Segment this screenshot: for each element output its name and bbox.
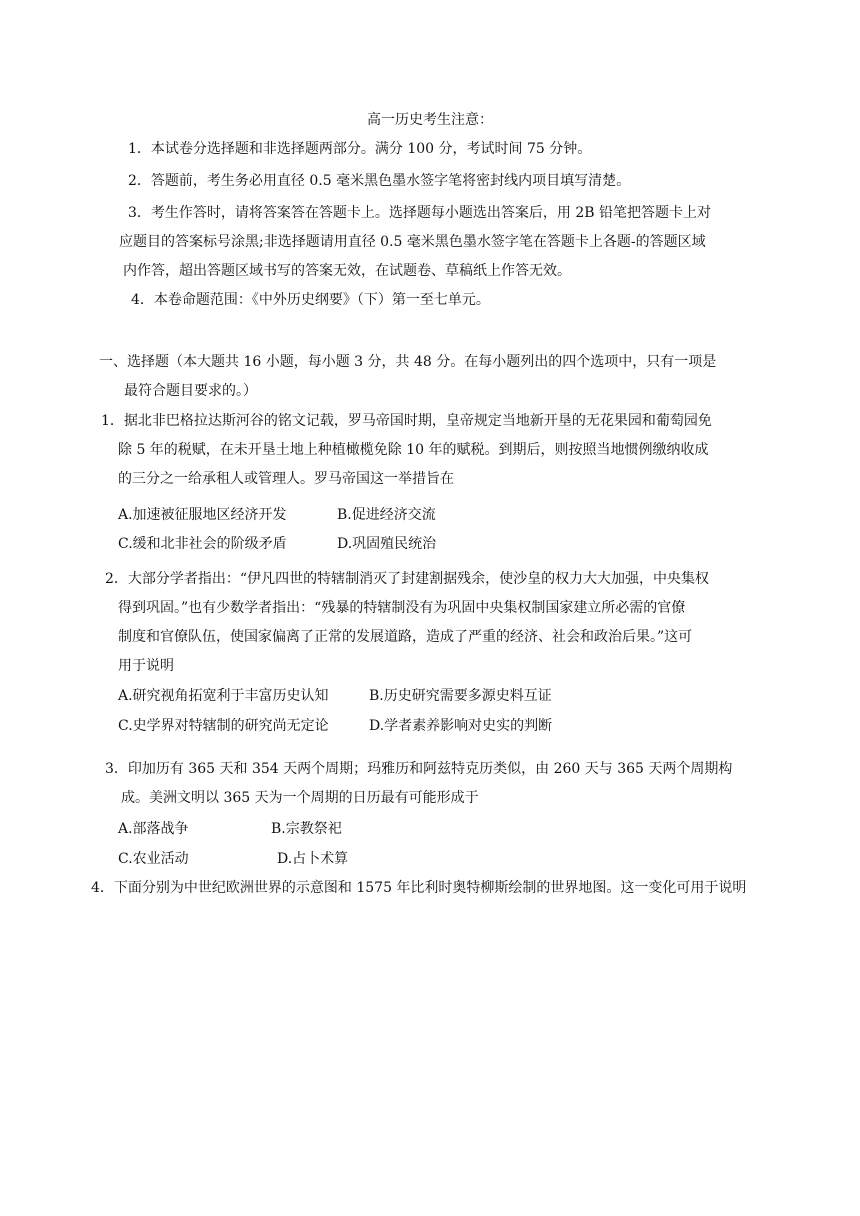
q3-option-d: D.占卜术算 <box>277 851 349 867</box>
q1-option-a: A.加速被征服地区经济开发 <box>118 507 287 523</box>
q4-line-1: 4．下面分别为中世纪欧洲世界的示意图和 1575 年比利时奥特柳斯绘制的世界地图。这一变化可用于说明 <box>91 880 747 896</box>
q3-option-c: C.农业活动 <box>118 851 189 867</box>
q2-line-4: 用于说明 <box>118 658 174 674</box>
notice-2: 2．答题前，考生务必用直径 0.5 毫米黑色墨水签字笔将密封线内项目填写清楚。 <box>128 173 631 189</box>
notice-1: 1．本试卷分选择题和非选择题两部分。满分 100 分，考试时间 75 分钟。 <box>128 141 592 157</box>
q3-option-a: A.部落战争 <box>118 821 189 837</box>
q2-option-c: C.史学界对特辖制的研究尚无定论 <box>118 718 329 734</box>
section-heading-line-2: 最符合题目要求的。） <box>124 383 257 399</box>
notice-4: 4．本卷命题范围：《中外历史纲要》（下）第一至七单元。 <box>131 292 490 308</box>
q2-line-2: 得到巩固。”也有少数学者指出：“残暴的特辖制没有为巩固中央集权制国家建立所必需的官僚 <box>118 600 686 616</box>
q1-line-3: 的三分之一给承租人或管理人。罗马帝国这一举措旨在 <box>118 471 454 487</box>
q2-option-d: D.学者素养影响对史实的判断 <box>369 718 553 734</box>
q2-line-3: 制度和官僚队伍，使国家偏离了正常的发展道路，造成了严重的经济、社会和政治后果。”这可 <box>118 629 693 645</box>
page-title: 高一历史考生注意： <box>367 112 493 128</box>
q2-option-b: B.历史研究需要多源史料互证 <box>369 688 552 704</box>
q2-line-1: 2．大部分学者指出：“伊凡四世的特辖制消灭了封建割据残余，使沙皇的权力大大加强，中央集权 <box>105 571 710 587</box>
q3-line-1: 3．印加历有 365 天和 354 天两个周期；玛雅历和阿兹特克历类似，由 260 天与 365 天两个周期构 <box>105 761 733 777</box>
notice-3-line-1: 3．考生作答时，请将答案答在答题卡上。选择题每小题选出答案后，用 2B 铅笔把答题卡上对 <box>128 205 712 221</box>
q3-line-2: 成。美洲文明以 365 天为一个周期的日历最有可能形成于 <box>121 790 479 806</box>
q1-line-1: 1．据北非巴格拉达斯河谷的铭文记载，罗马帝国时期，皇帝规定当地新开垦的无花果园和葡萄园免 <box>101 413 712 429</box>
notice-3-line-2: 应题目的答案标号涂黑;非选择题请用直径 0.5 毫米黑色墨水签字笔在答题卡上各题-的答题区域 <box>119 234 706 250</box>
notice-3-line-3: 内作答，超出答题区域书写的答案无效，在试题卷、草稿纸上作答无效。 <box>123 263 571 279</box>
q1-option-d: D.巩固殖民统治 <box>337 536 437 552</box>
q1-option-c: C.缓和北非社会的阶级矛盾 <box>118 536 287 552</box>
q2-option-a: A.研究视角拓宽利于丰富历史认知 <box>118 688 329 704</box>
section-heading-line-1: 一、选择题（本大题共 16 小题，每小题 3 分，共 48 分。在每小题列出的四个选项中，只有一项是 <box>99 354 717 370</box>
q1-option-b: B.促进经济交流 <box>337 507 436 523</box>
q1-line-2: 除 5 年的税赋，在未开垦土地上种植橄榄免除 10 年的赋税。到期后，则按照当地惯例缴纳收成 <box>118 442 709 458</box>
q3-option-b: B.宗教祭祀 <box>271 821 342 837</box>
